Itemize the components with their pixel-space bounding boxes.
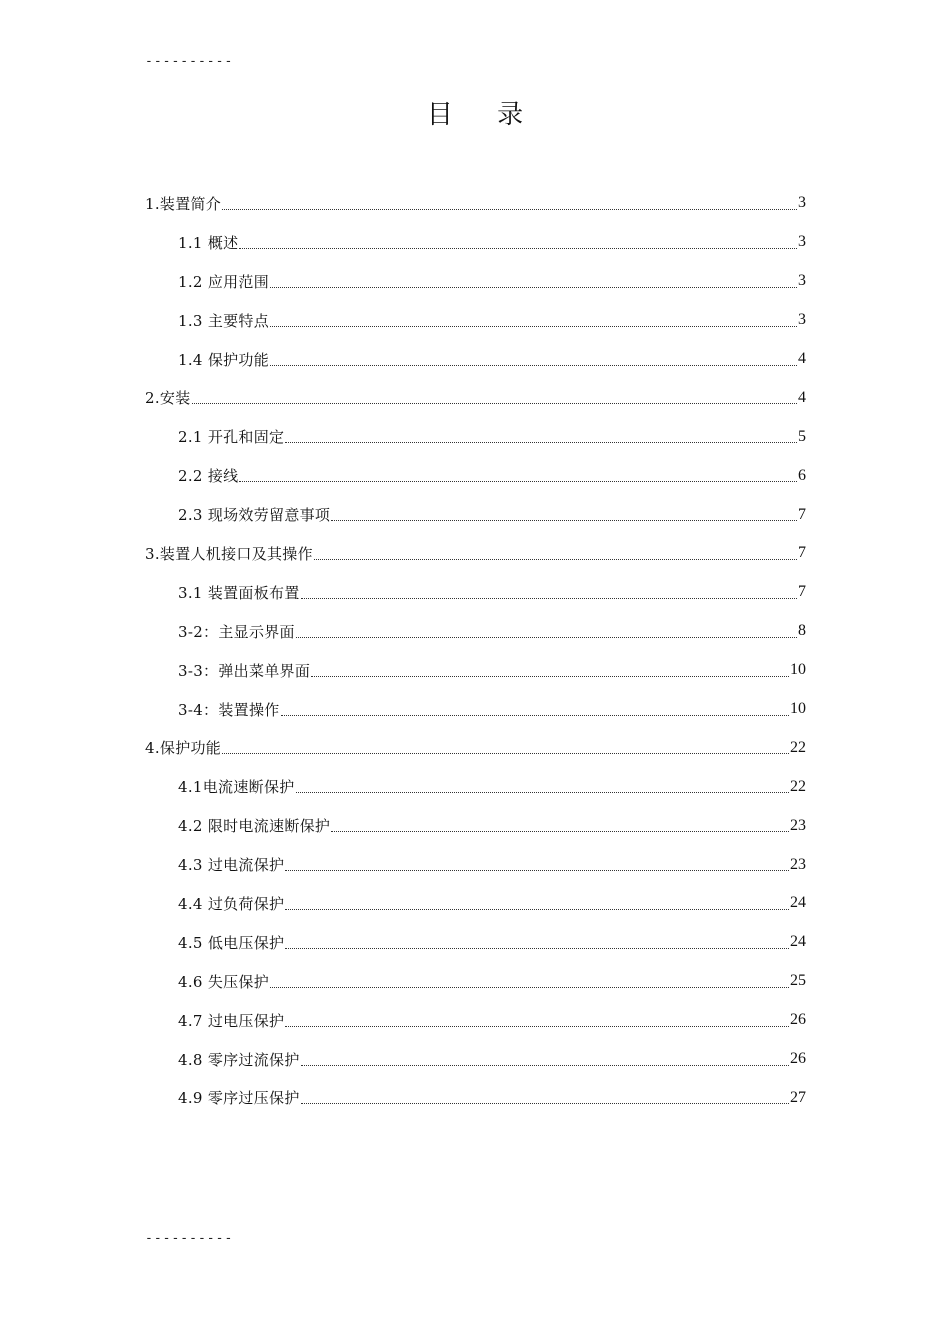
toc-dot-leader xyxy=(296,637,797,638)
toc-entry[interactable] xyxy=(145,184,806,223)
toc-dot-leader xyxy=(285,948,789,949)
toc-entry-page-number: 3 xyxy=(798,272,806,290)
table-of-contents xyxy=(145,184,806,1117)
toc-entry-page-number: 3 xyxy=(798,194,806,212)
toc-entry[interactable] xyxy=(145,301,806,340)
toc-dot-leader xyxy=(331,831,789,832)
toc-dot-leader xyxy=(222,209,797,210)
toc-entry-page-number: 3 xyxy=(798,311,806,329)
toc-entry-page-number: 25 xyxy=(790,972,806,990)
toc-dot-leader xyxy=(285,870,789,871)
toc-entry[interactable] xyxy=(145,573,806,612)
toc-dot-leader xyxy=(314,559,797,560)
toc-entry[interactable] xyxy=(145,923,806,962)
toc-dot-leader xyxy=(301,1103,789,1104)
toc-entry[interactable] xyxy=(145,1001,806,1040)
toc-entry[interactable] xyxy=(145,806,806,845)
toc-entry-page-number: 23 xyxy=(790,855,806,873)
toc-entry-label: 1.2 应用范围 xyxy=(178,272,270,291)
toc-entry-page-number: 7 xyxy=(798,544,806,562)
toc-dot-leader xyxy=(239,248,797,249)
page-title: 目 录 xyxy=(426,100,542,130)
toc-entry-label: 2.1 开孔和固定 xyxy=(178,428,285,447)
toc-entry-page-number: 10 xyxy=(790,661,806,679)
toc-entry-page-number: 8 xyxy=(798,622,806,640)
toc-dot-leader xyxy=(222,753,789,754)
toc-entry[interactable] xyxy=(145,417,806,456)
toc-dot-leader xyxy=(331,520,797,521)
toc-entry[interactable] xyxy=(145,612,806,651)
header-rule: ---------- xyxy=(145,54,234,69)
toc-entry[interactable] xyxy=(145,456,806,495)
toc-dot-leader xyxy=(285,909,789,910)
toc-entry-page-number: 4 xyxy=(798,388,806,406)
toc-dot-leader xyxy=(270,987,789,988)
toc-entry[interactable] xyxy=(145,340,806,379)
toc-entry-label: 4.7 过电压保护 xyxy=(178,1011,285,1030)
toc-entry-label: 3.1 装置面板布置 xyxy=(178,583,300,602)
toc-entry[interactable] xyxy=(145,495,806,534)
toc-entry-label: 4.1电流速断保护 xyxy=(178,778,295,797)
toc-entry-page-number: 22 xyxy=(790,777,806,795)
toc-entry[interactable] xyxy=(145,962,806,1001)
toc-dot-leader xyxy=(239,481,797,482)
toc-entry-label: 2.安装 xyxy=(145,389,191,408)
toc-entry[interactable] xyxy=(145,884,806,923)
toc-entry[interactable] xyxy=(145,1040,806,1079)
toc-entry[interactable] xyxy=(145,767,806,806)
toc-entry-page-number: 24 xyxy=(790,894,806,912)
toc-dot-leader xyxy=(270,326,797,327)
toc-entry-page-number: 26 xyxy=(790,1011,806,1029)
toc-entry[interactable] xyxy=(145,378,806,417)
toc-dot-leader xyxy=(270,365,797,366)
toc-entry-page-number: 22 xyxy=(790,738,806,756)
toc-entry-label: 4.4 过负荷保护 xyxy=(178,894,285,913)
toc-dot-leader xyxy=(301,598,797,599)
toc-entry-label: 1.3 主要特点 xyxy=(178,311,270,330)
toc-entry-label: 4.3 过电流保护 xyxy=(178,856,285,875)
toc-dot-leader xyxy=(285,1026,789,1027)
toc-entry-label: 3.装置人机接口及其操作 xyxy=(145,544,313,563)
toc-entry[interactable] xyxy=(145,1078,806,1117)
footer-rule: ---------- xyxy=(145,1231,234,1246)
toc-entry-page-number: 10 xyxy=(790,700,806,718)
toc-entry-label: 4.8 零序过流保护 xyxy=(178,1050,300,1069)
toc-entry[interactable] xyxy=(145,651,806,690)
toc-entry-label: 2.3 现场效劳留意事项 xyxy=(178,506,331,525)
toc-entry[interactable] xyxy=(145,223,806,262)
toc-entry-page-number: 4 xyxy=(798,350,806,367)
toc-entry-label: 4.9 零序过压保护 xyxy=(178,1089,300,1108)
toc-entry-label: 3-3：弹出菜单界面 xyxy=(178,661,311,680)
toc-entry-page-number: 7 xyxy=(798,583,806,601)
toc-entry[interactable] xyxy=(145,262,806,301)
toc-entry-label: 4.6 失压保护 xyxy=(178,972,270,991)
toc-dot-leader xyxy=(192,403,797,404)
toc-dot-leader xyxy=(281,715,789,716)
toc-entry-label: 4.5 低电压保护 xyxy=(178,933,285,952)
toc-entry-page-number: 5 xyxy=(798,427,806,445)
toc-entry-label: 2.2 接线 xyxy=(178,467,239,486)
toc-entry-label: 1.1 概述 xyxy=(178,233,239,252)
toc-entry[interactable] xyxy=(145,845,806,884)
toc-entry-page-number: 26 xyxy=(790,1050,806,1068)
toc-entry-label: 4.2 限时电流速断保护 xyxy=(178,817,331,836)
toc-entry-label: 1.4 保护功能 xyxy=(178,350,270,369)
toc-entry-page-number: 27 xyxy=(790,1088,806,1106)
toc-entry-page-number: 7 xyxy=(798,505,806,523)
toc-entry-label: 3-4：装置操作 xyxy=(178,700,280,719)
toc-entry-label: 1.装置简介 xyxy=(145,194,222,213)
toc-entry-page-number: 23 xyxy=(790,816,806,834)
toc-entry[interactable] xyxy=(145,728,806,767)
toc-dot-leader xyxy=(301,1065,789,1066)
toc-entry[interactable] xyxy=(145,690,806,729)
toc-entry-page-number: 3 xyxy=(798,233,806,251)
toc-dot-leader xyxy=(311,676,789,677)
toc-entry-page-number: 6 xyxy=(798,466,806,484)
toc-dot-leader xyxy=(296,792,789,793)
toc-entry-label: 3-2：主显示界面 xyxy=(178,622,295,641)
toc-dot-leader xyxy=(285,442,797,443)
toc-dot-leader xyxy=(270,287,797,288)
toc-entry-label: 4.保护功能 xyxy=(145,739,222,758)
toc-entry-page-number: 24 xyxy=(790,933,806,951)
toc-entry[interactable] xyxy=(145,534,806,573)
